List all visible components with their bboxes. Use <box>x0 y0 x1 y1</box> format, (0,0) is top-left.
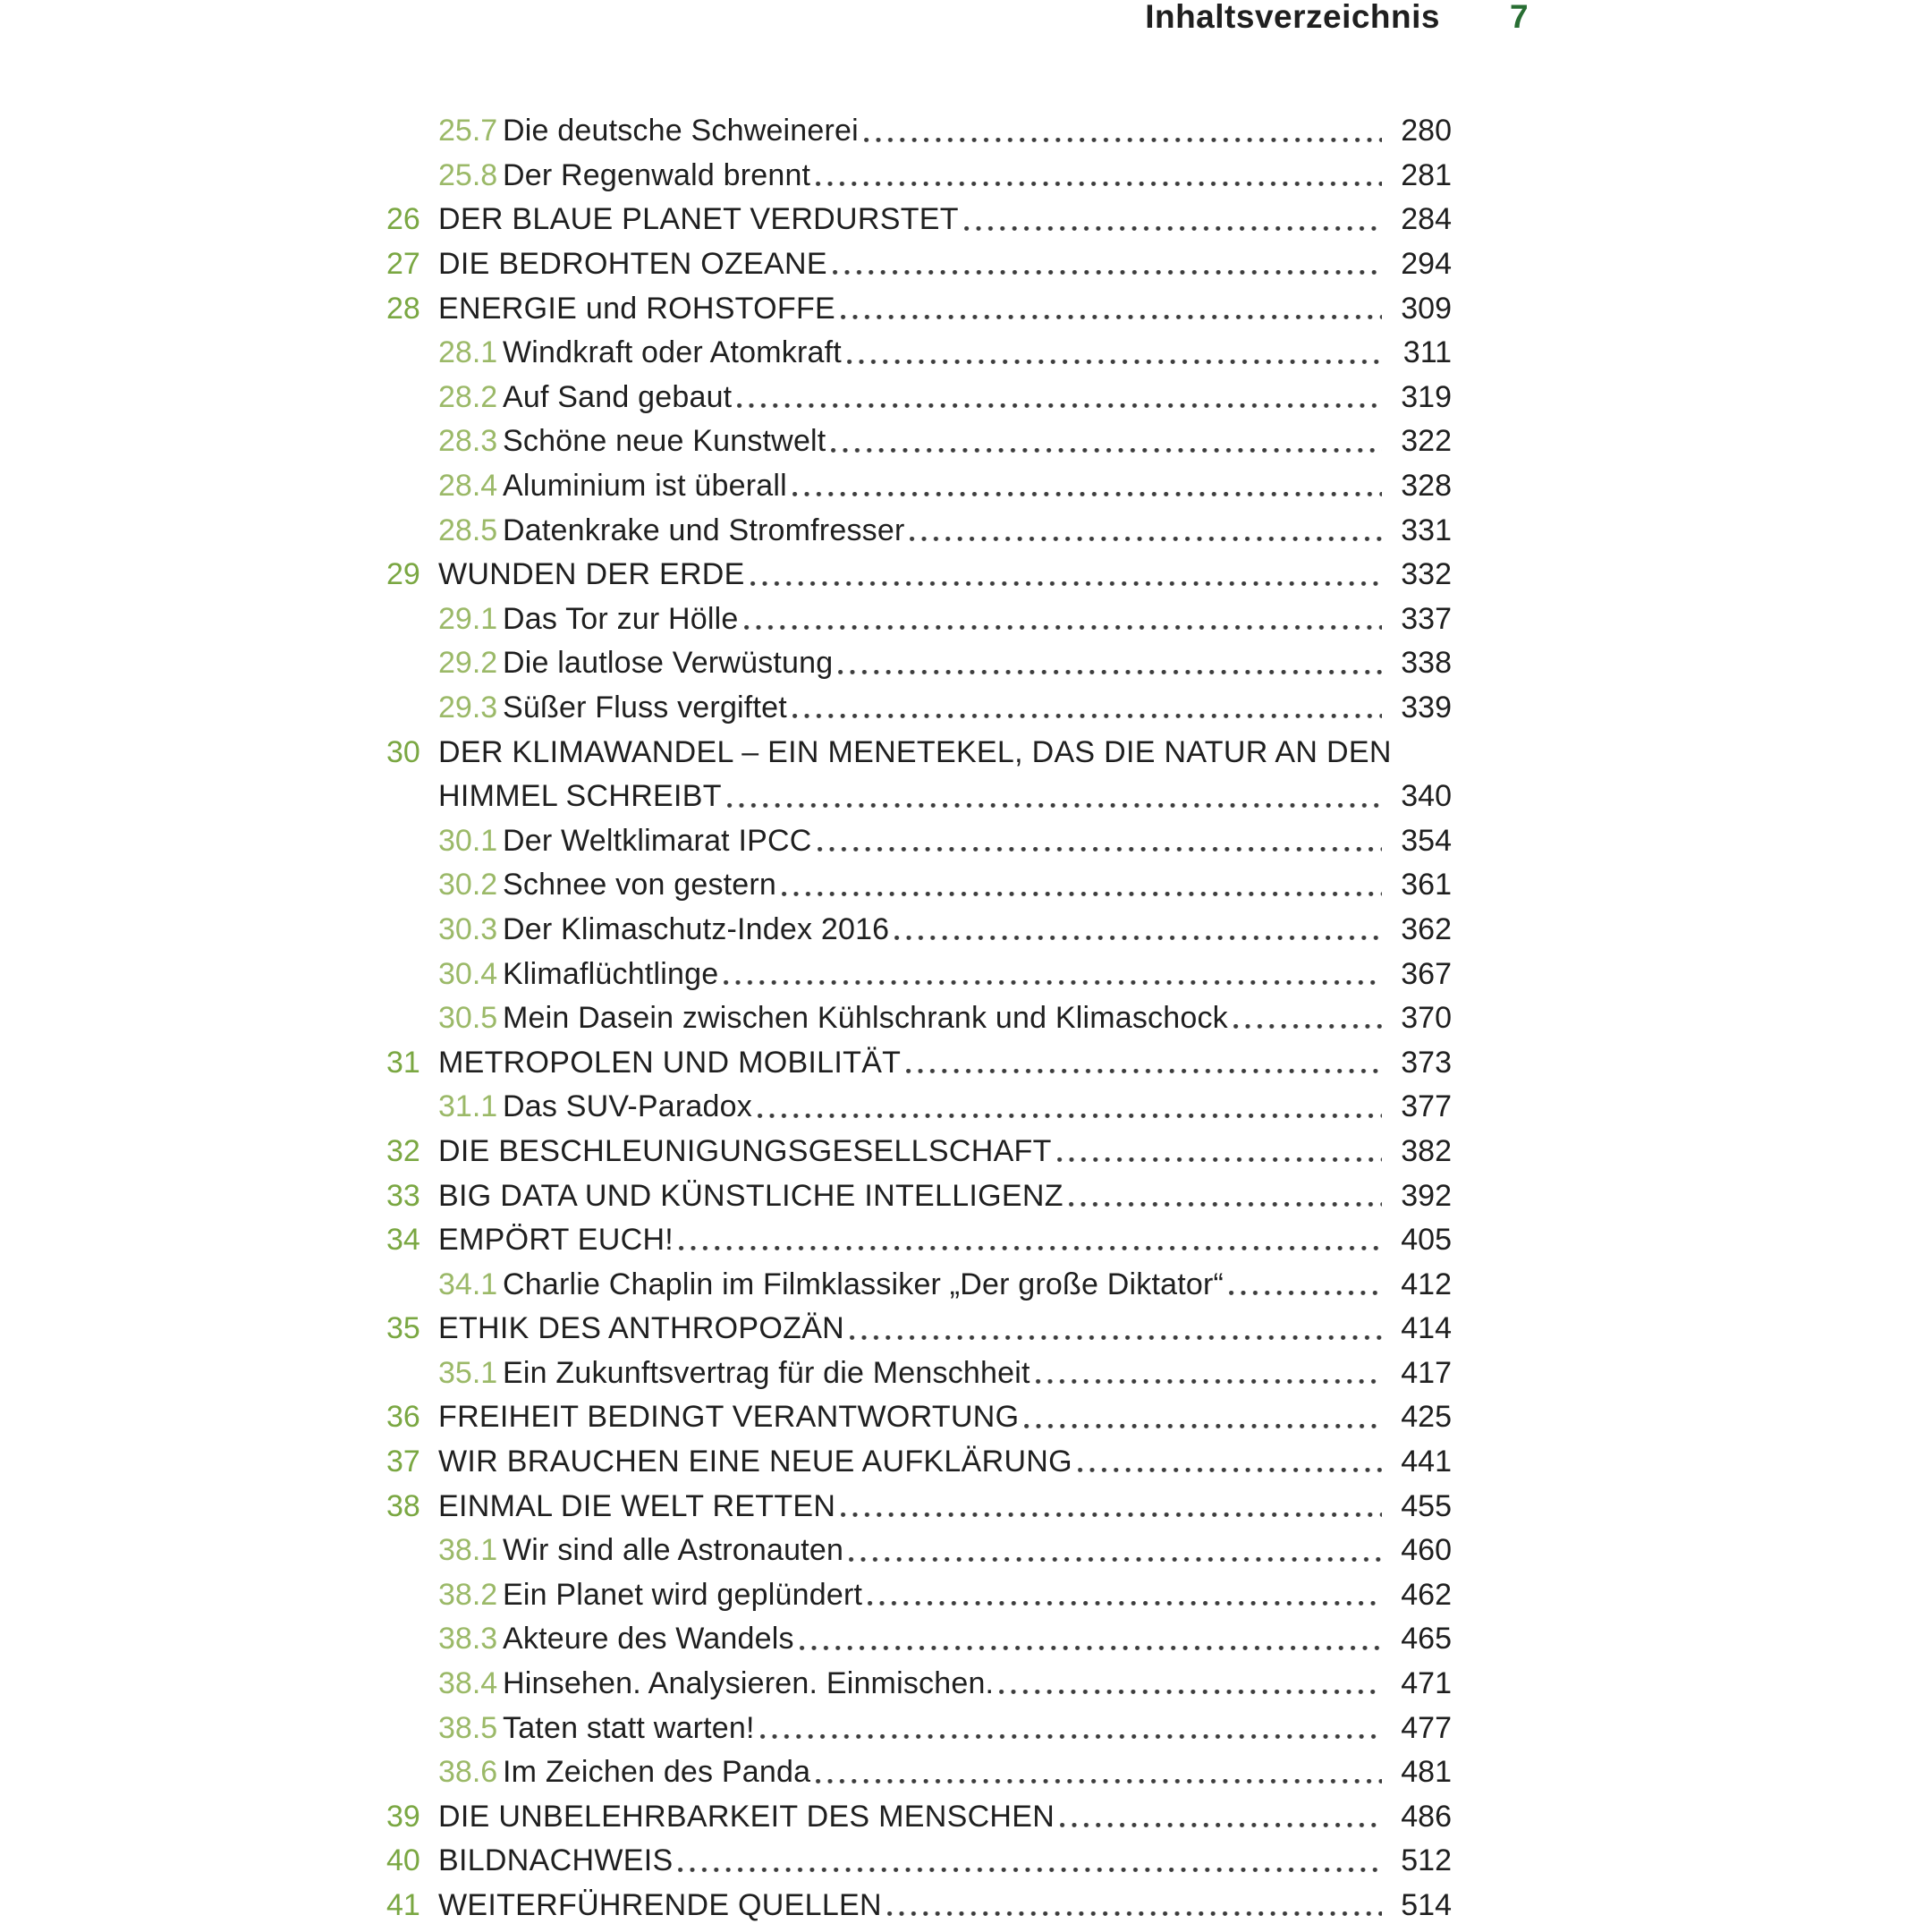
entry-page-number: 340 <box>1401 779 1452 814</box>
toc-subchapter-row <box>386 1085 1452 1130</box>
entry-title: Wir sind alle Astronauten <box>503 1533 844 1568</box>
entry-page-number: 311 <box>1402 335 1452 370</box>
entry-page-number: 465 <box>1401 1622 1452 1657</box>
dot-leader <box>887 1911 1382 1916</box>
subchapter-number: 30.5 <box>438 1001 498 1036</box>
toc-subchapter-row <box>386 908 1452 953</box>
chapter-number: 28 <box>386 291 420 326</box>
entry-page-number: 514 <box>1401 1888 1452 1922</box>
toc-subchapter-row <box>386 686 1452 731</box>
entry-page-number: 338 <box>1401 646 1452 681</box>
entry-title: Die lautlose Verwüstung <box>503 646 834 681</box>
entry-title: FREIHEIT BEDINGT VERANTWORTUNG <box>438 1400 1020 1435</box>
subchapter-number: 29.1 <box>438 601 498 636</box>
chapter-number: 30 <box>386 734 420 769</box>
entry-page-number: 373 <box>1401 1045 1452 1080</box>
entry-page-number: 486 <box>1401 1799 1452 1834</box>
subchapter-number: 38.5 <box>438 1710 498 1745</box>
dot-leader <box>750 581 1382 586</box>
entry-title: Der Weltklimarat IPCC <box>503 823 812 858</box>
subchapter-number: 34.1 <box>438 1267 498 1301</box>
entry-title: Windkraft oder Atomkraft <box>503 335 842 370</box>
dot-leader <box>841 1513 1382 1517</box>
toc-subchapter-row <box>386 1706 1452 1750</box>
toc-subchapter-row <box>386 508 1452 553</box>
dot-leader <box>999 1690 1382 1694</box>
entry-title: EINMAL DIE WELT RETTEN <box>438 1488 836 1523</box>
toc-subchapter-row <box>386 464 1452 509</box>
entry-page-number: 280 <box>1401 114 1452 148</box>
entry-page-number: 382 <box>1401 1133 1452 1168</box>
table-of-contents <box>386 109 1452 1928</box>
entry-page-number: 370 <box>1401 1001 1452 1036</box>
chapter-number: 27 <box>386 247 420 282</box>
entry-page-number: 362 <box>1401 911 1452 946</box>
page-number-header: 7 <box>1510 0 1529 35</box>
chapter-number: 37 <box>386 1445 420 1479</box>
entry-title: Ein Planet wird geplündert <box>503 1577 863 1612</box>
entry-title: DIE UNBELEHRBARKEIT DES MENSCHEN <box>438 1799 1055 1834</box>
entry-page-number: 309 <box>1401 291 1452 326</box>
toc-subchapter-row <box>386 641 1452 686</box>
entry-title: Schöne neue Kunstwelt <box>503 424 826 459</box>
toc-subchapter-row <box>386 376 1452 420</box>
dot-leader <box>838 670 1382 674</box>
toc-chapter-row <box>386 198 1452 242</box>
entry-title: ETHIK DES ANTHROPOZÄN <box>438 1311 845 1346</box>
entry-page-number: 414 <box>1401 1311 1452 1346</box>
entry-title: Die deutsche Schweinerei <box>503 114 859 148</box>
dot-leader <box>816 1779 1382 1784</box>
dot-leader <box>792 492 1382 496</box>
toc-subchapter-row <box>386 154 1452 199</box>
subchapter-number: 30.3 <box>438 911 498 946</box>
dot-leader <box>744 625 1382 630</box>
entry-page-number: 281 <box>1401 157 1452 192</box>
chapter-number: 31 <box>386 1045 420 1080</box>
dot-leader <box>1057 1157 1382 1162</box>
toc-subchapter-row <box>386 952 1452 996</box>
toc-subchapter-row <box>386 863 1452 908</box>
entry-page-number: 462 <box>1401 1577 1452 1612</box>
toc-subchapter-row <box>386 996 1452 1041</box>
subchapter-number: 28.5 <box>438 513 498 547</box>
entry-page-number: 284 <box>1401 202 1452 237</box>
dot-leader <box>727 803 1382 808</box>
chapter-number: 41 <box>386 1888 420 1922</box>
entry-page-number: 477 <box>1401 1710 1452 1745</box>
toc-chapter-row <box>386 1040 1452 1085</box>
entry-page-number: 441 <box>1401 1445 1452 1479</box>
subchapter-number: 38.6 <box>438 1755 498 1790</box>
chapter-number: 38 <box>386 1488 420 1523</box>
dot-leader <box>868 1601 1382 1606</box>
dot-leader <box>1024 1424 1382 1428</box>
entry-title: Das SUV-Paradox <box>503 1089 752 1124</box>
dot-leader <box>906 1069 1382 1073</box>
subchapter-number: 38.1 <box>438 1533 498 1568</box>
subchapter-number: 31.1 <box>438 1089 498 1124</box>
toc-subchapter-row <box>386 1262 1452 1307</box>
toc-chapter-row <box>386 1218 1452 1263</box>
entry-page-number: 354 <box>1401 823 1452 858</box>
entry-title: Ein Zukunftsvertrag für die Menschheit <box>503 1355 1030 1390</box>
subchapter-number: 29.2 <box>438 646 498 681</box>
entry-page-number: 460 <box>1401 1533 1452 1568</box>
chapter-number: 39 <box>386 1799 420 1834</box>
toc-chapter-row <box>386 730 1452 775</box>
dot-leader <box>1078 1468 1382 1472</box>
dot-leader <box>760 1734 1382 1739</box>
toc-chapter-row <box>386 1174 1452 1218</box>
subchapter-number: 28.1 <box>438 335 498 370</box>
dot-leader <box>678 1868 1382 1872</box>
entry-page-number: 455 <box>1401 1488 1452 1523</box>
entry-title: Das Tor zur Hölle <box>503 601 739 636</box>
entry-page-number: 405 <box>1401 1223 1452 1258</box>
dot-leader <box>1069 1202 1382 1207</box>
entry-title: Im Zeichen des Panda <box>503 1755 811 1790</box>
entry-page-number: 367 <box>1401 956 1452 991</box>
toc-chapter-row <box>386 242 1452 287</box>
toc-subchapter-row <box>386 1352 1452 1396</box>
entry-title: DER KLIMAWANDEL – EIN MENETEKEL, DAS DIE NATUR AN DEN <box>438 734 1392 769</box>
subchapter-number: 38.3 <box>438 1622 498 1657</box>
entry-title: Aluminium ist überall <box>503 469 787 503</box>
entry-page-number: 361 <box>1401 868 1452 902</box>
entry-title: DIE BESCHLEUNIGUNGSGESELLSCHAFT <box>438 1133 1052 1168</box>
entry-title: Taten statt warten! <box>503 1710 755 1745</box>
entry-page-number: 319 <box>1401 379 1452 414</box>
dot-leader <box>792 714 1382 718</box>
entry-page-number: 322 <box>1401 424 1452 459</box>
chapter-number: 29 <box>386 557 420 592</box>
dot-leader <box>782 892 1382 896</box>
entry-title: Mein Dasein zwischen Kühlschrank und Klimaschock <box>503 1001 1228 1036</box>
toc-subchapter-row <box>386 597 1452 642</box>
dot-leader <box>1233 1024 1382 1029</box>
entry-page-number: 328 <box>1401 469 1452 503</box>
entry-title: WEITERFÜHRENDE QUELLEN <box>438 1888 882 1922</box>
entry-title: Akteure des Wandels <box>503 1622 794 1657</box>
toc-chapter-row <box>386 775 1452 819</box>
dot-leader <box>841 315 1382 319</box>
toc-chapter-row <box>386 1884 1452 1928</box>
entry-title: WUNDEN DER ERDE <box>438 557 745 592</box>
dot-leader <box>894 936 1382 940</box>
entry-title: HIMMEL SCHREIBT <box>438 779 722 814</box>
chapter-number: 33 <box>386 1178 420 1213</box>
toc-chapter-row <box>386 1307 1452 1352</box>
entry-title: DER BLAUE PLANET VERDURSTET <box>438 202 959 237</box>
entry-title: Der Regenwald brennt <box>503 157 811 192</box>
dot-leader <box>737 403 1382 408</box>
subchapter-number: 28.4 <box>438 469 498 503</box>
dot-leader <box>1229 1291 1382 1295</box>
toc-chapter-row <box>386 1795 1452 1840</box>
dot-leader <box>724 980 1382 985</box>
entry-title: ENERGIE und ROHSTOFFE <box>438 291 835 326</box>
entry-title: Hinsehen. Analysieren. Einmischen. <box>503 1666 995 1701</box>
subchapter-number: 30.1 <box>438 823 498 858</box>
dot-leader <box>847 360 1382 364</box>
entry-page-number: 392 <box>1401 1178 1452 1213</box>
entry-page-number: 339 <box>1401 690 1452 724</box>
entry-page-number: 332 <box>1401 557 1452 592</box>
entry-title: Charlie Chaplin im Filmklassiker „Der große Diktator“ <box>503 1267 1224 1301</box>
entry-page-number: 417 <box>1401 1355 1452 1390</box>
entry-page-number: 512 <box>1401 1843 1452 1878</box>
entry-title: Süßer Fluss vergiftet <box>503 690 787 724</box>
toc-subchapter-row <box>386 1529 1452 1573</box>
chapter-number: 26 <box>386 202 420 237</box>
dot-leader <box>1060 1823 1382 1827</box>
toc-chapter-row <box>386 286 1452 331</box>
entry-page-number: 412 <box>1401 1267 1452 1301</box>
chapter-number: 40 <box>386 1843 420 1878</box>
entry-title: Auf Sand gebaut <box>503 379 733 414</box>
toc-subchapter-row <box>386 331 1452 376</box>
toc-subchapter-row <box>386 419 1452 464</box>
entry-title: Der Klimaschutz-Index 2016 <box>503 911 890 946</box>
chapter-number: 34 <box>386 1223 420 1258</box>
subchapter-number: 30.4 <box>438 956 498 991</box>
toc-chapter-row <box>386 1130 1452 1174</box>
dot-leader <box>800 1646 1382 1650</box>
subchapter-number: 28.2 <box>438 379 498 414</box>
entry-page-number: 337 <box>1401 601 1452 636</box>
entry-page-number: 377 <box>1401 1089 1452 1124</box>
subchapter-number: 35.1 <box>438 1355 498 1390</box>
subchapter-number: 25.7 <box>438 114 498 148</box>
entry-title: METROPOLEN UND MOBILITÄT <box>438 1045 902 1080</box>
entry-page-number: 425 <box>1401 1400 1452 1435</box>
toc-subchapter-row <box>386 1750 1452 1795</box>
entry-page-number: 331 <box>1401 513 1452 547</box>
entry-page-number: 481 <box>1401 1755 1452 1790</box>
subchapter-number: 28.3 <box>438 424 498 459</box>
subchapter-number: 30.2 <box>438 868 498 902</box>
dot-leader <box>849 1557 1382 1562</box>
entry-page-number: 294 <box>1401 247 1452 282</box>
chapter-number: 36 <box>386 1400 420 1435</box>
entry-page-number: 471 <box>1401 1666 1452 1701</box>
chapter-number: 32 <box>386 1133 420 1168</box>
toc-subchapter-row <box>386 109 1452 154</box>
toc-chapter-row <box>386 1484 1452 1529</box>
page-title: Inhaltsverzeichnis <box>1145 0 1440 35</box>
dot-leader <box>833 270 1382 275</box>
entry-title: Datenkrake und Stromfresser <box>503 513 905 547</box>
dot-leader <box>850 1335 1382 1340</box>
entry-title: BILDNACHWEIS <box>438 1843 674 1878</box>
toc-chapter-row <box>386 553 1452 597</box>
toc-chapter-row <box>386 1440 1452 1485</box>
toc-subchapter-row <box>386 1662 1452 1707</box>
subchapter-number: 25.8 <box>438 157 498 192</box>
dot-leader <box>1036 1379 1382 1384</box>
dot-leader <box>831 448 1382 453</box>
entry-title: BIG DATA UND KÜNSTLICHE INTELLIGENZ <box>438 1178 1063 1213</box>
toc-subchapter-row <box>386 1617 1452 1662</box>
entry-title: WIR BRAUCHEN EINE NEUE AUFKLÄRUNG <box>438 1445 1072 1479</box>
dot-leader <box>816 182 1382 186</box>
dot-leader <box>864 138 1382 142</box>
subchapter-number: 38.2 <box>438 1577 498 1612</box>
toc-chapter-row <box>386 1839 1452 1884</box>
entry-title: Klimaflüchtlinge <box>503 956 719 991</box>
toc-chapter-row <box>386 1395 1452 1440</box>
dot-leader <box>818 847 1382 852</box>
chapter-number: 35 <box>386 1311 420 1346</box>
entry-title: Schnee von gestern <box>503 868 777 902</box>
dot-leader <box>910 537 1382 541</box>
dot-leader <box>964 226 1382 231</box>
toc-subchapter-row <box>386 819 1452 864</box>
subchapter-number: 38.4 <box>438 1666 498 1701</box>
dot-leader <box>679 1246 1382 1250</box>
dot-leader <box>758 1114 1382 1118</box>
entry-title: EMPÖRT EUCH! <box>438 1223 674 1258</box>
entry-title: DIE BEDROHTEN OZEANE <box>438 247 827 282</box>
toc-subchapter-row <box>386 1573 1452 1618</box>
subchapter-number: 29.3 <box>438 690 498 724</box>
